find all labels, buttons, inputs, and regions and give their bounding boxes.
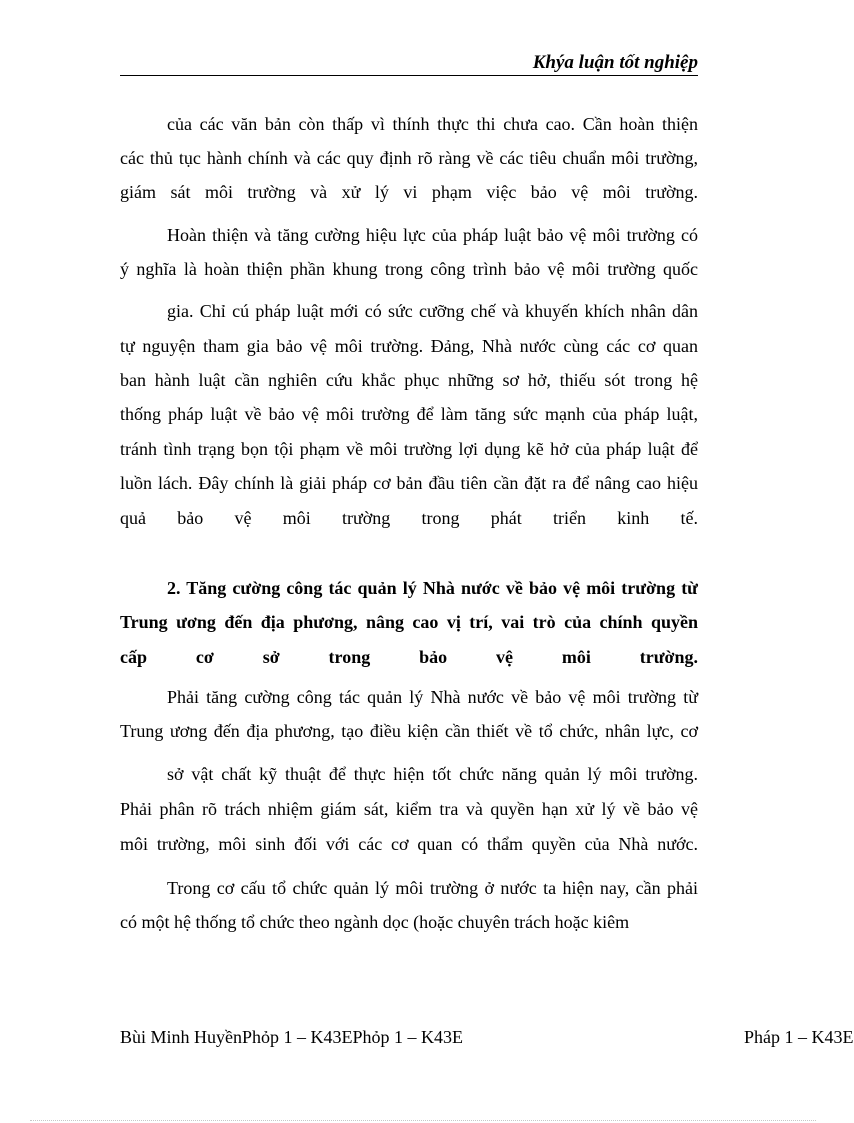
header-title: Khýa luận tốt nghiệp — [532, 52, 698, 73]
body-line-15: sở vật chất kỹ thuật để thực hiện tốt chức năng quản lý môi trường. — [167, 764, 698, 784]
page-bottom-border — [30, 1120, 816, 1121]
body-line-9: thống pháp luật về bảo vệ môi trường để làm tăng sức mạnh của pháp luật, — [120, 404, 698, 424]
body-line-14: Trung ương đến địa phương, tạo điều kiện cần thiết về tổ chức, nhân lực, cơ — [120, 721, 698, 741]
body-line-4: Hoàn thiện và tăng cường hiệu lực của pháp luật bảo vệ môi trường có — [167, 225, 698, 245]
section-heading-line-1: 2. Tăng cường công tác quản lý Nhà nước về bảo vệ môi trường từ — [167, 578, 698, 598]
body-line-19: có một hệ thống tổ chức theo ngành dọc (hoặc chuyên trách hoặc kiêm — [120, 912, 630, 932]
body-line-6: gia. Chỉ cú pháp luật mới có sức cưỡng chế và khuyến khích nhân dân — [167, 301, 698, 321]
body-line-12: quả bảo vệ môi trường trong phát triển kinh tế. — [120, 508, 698, 528]
body-line-11: luồn lách. Đây chính là giải pháp cơ bản đầu tiên cần đặt ra để nâng cao hiệu — [120, 473, 698, 493]
body-line-3: giám sát môi trường và xử lý vi phạm việc bảo vệ môi trường. — [120, 182, 698, 202]
body-line-8: ban hành luật cần nghiên cứu khắc phục những sơ hở, thiếu sót trong hệ — [120, 370, 698, 390]
body-line-18: Trong cơ cấu tổ chức quản lý môi trường ở nước ta hiện nay, cần phải — [167, 878, 698, 898]
footer-page-label: Pháp 1 – K43E — [744, 1027, 854, 1047]
body-line-1: của các văn bản còn thấp vì thính thực thi chưa cao. Cần hoàn thiện — [167, 114, 698, 134]
body-line-5: ý nghĩa là hoàn thiện phần khung trong công trình bảo vệ môi trường quốc — [120, 259, 698, 279]
body-line-10: tránh tình trạng bọn tội phạm về môi trường lợi dụng kẽ hở của pháp luật để — [120, 439, 698, 459]
body-line-7: tự nguyện tham gia bảo vệ môi trường. Đảng, Nhà nước cùng các cơ quan — [120, 336, 698, 356]
header-rule — [120, 75, 698, 76]
body-line-13: Phải tăng cường công tác quản lý Nhà nước về bảo vệ môi trường từ — [167, 687, 698, 707]
body-line-16: Phải phân rõ trách nhiệm giám sát, kiểm tra và quyền hạn xử lý về bảo vệ — [120, 799, 698, 819]
section-heading-line-3: cấp cơ sở trong bảo vệ môi trường. — [120, 647, 698, 667]
footer-author: Bùi Minh HuyềnPhỏp 1 – K43EPhỏp 1 – K43E — [120, 1027, 464, 1047]
section-heading-line-2: Trung ương đến địa phương, nâng cao vị trí, vai trò của chính quyền — [120, 612, 698, 632]
body-line-2: các thủ tục hành chính và các quy định rõ ràng về các tiêu chuẩn môi trường, — [120, 148, 698, 168]
body-line-17: môi trường, môi sinh đối với các cơ quan có thẩm quyền của Nhà nước. — [120, 834, 698, 854]
